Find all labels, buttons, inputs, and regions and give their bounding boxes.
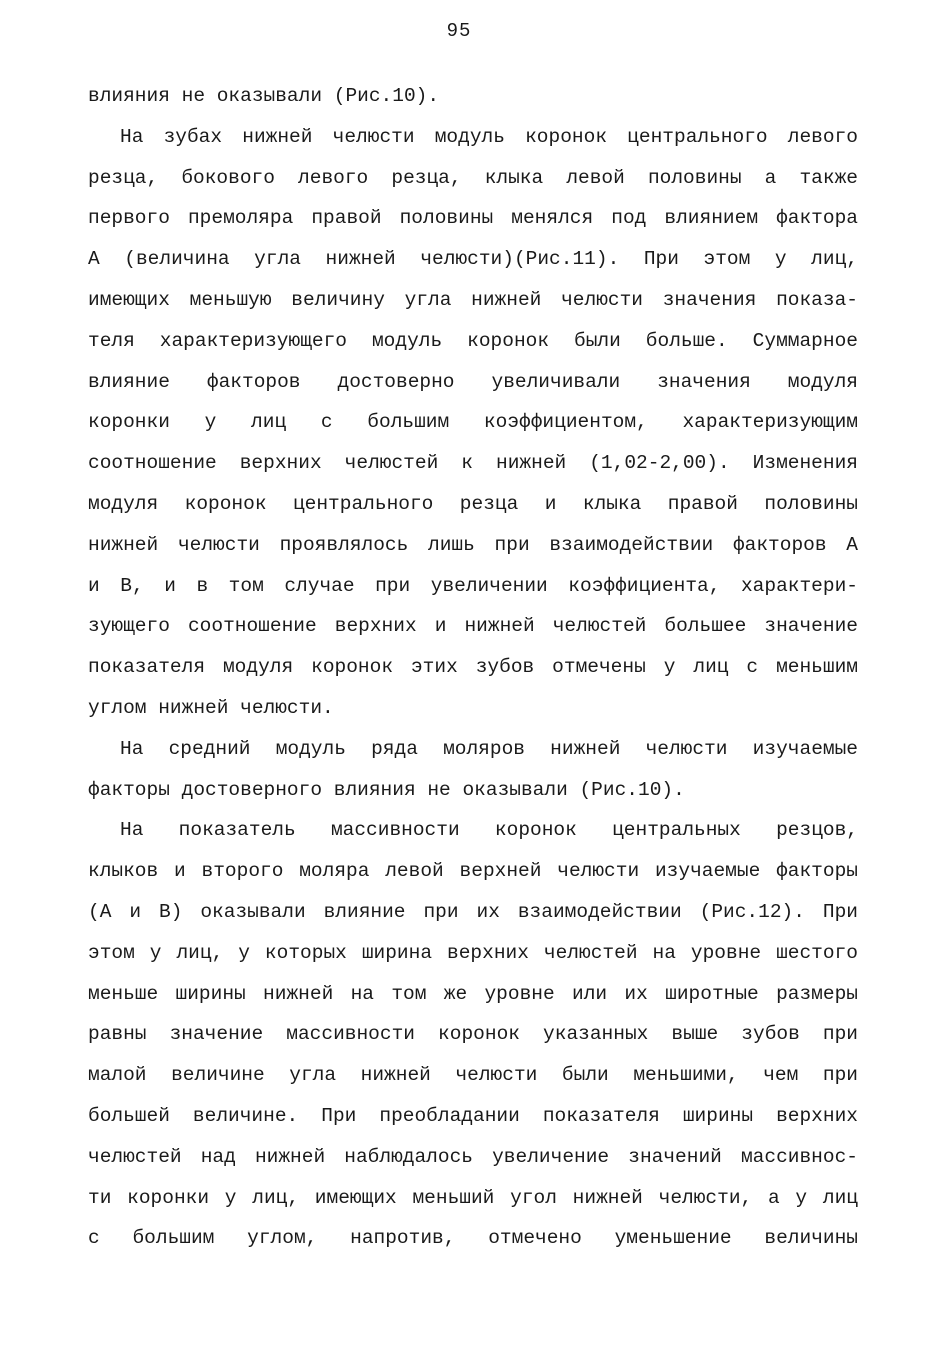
body-text (88, 76, 858, 1259)
text-line: теля характеризующего модуль коронок были больше. Суммарное (88, 329, 858, 352)
text-line: модуля коронок центрального резца и клыка правой половины (88, 492, 858, 515)
text-line: показателя модуля коронок этих зубов отмечены у лиц с меньшим (88, 656, 858, 679)
text-line: и В, и в том случае при увеличении коэффициента, характери- (88, 574, 858, 597)
text-line: клыков и второго моляра левой верхней челюсти изучаемые факторы (88, 860, 858, 883)
text-line: меньше ширины нижней на том же уровне или их широтные размеры (88, 982, 858, 1005)
text-line: с большим углом, напротив, отмечено уменьшение величины (88, 1227, 858, 1250)
text-line: этом у лиц, у которых ширина верхних челюстей на уровне шестого (88, 941, 858, 964)
page-number: 95 (446, 20, 472, 42)
text-line: челюстей над нижней наблюдалось увеличение значений массивнос- (88, 1145, 858, 1168)
text-line: имеющих меньшую величину угла нижней челюсти значения показа- (88, 288, 858, 311)
text-line: факторы достоверного влияния не оказывали (Рис.10). (88, 778, 685, 801)
text-line: равны значение массивности коронок указанных выше зубов при (88, 1023, 858, 1046)
text-line: На зубах нижней челюсти модуль коронок центрального левого (120, 125, 858, 148)
text-line: (А и В) оказывали влияние при их взаимодействии (Рис.12). При (88, 900, 858, 923)
text-line: ти коронки у лиц, имеющих меньший угол нижней челюсти, а у лиц (88, 1186, 858, 1209)
text-line: соотношение верхних челюстей к нижней (1,02-2,00). Изменения (88, 452, 858, 475)
text-line: влияние факторов достоверно увеличивали значения модуля (88, 370, 858, 393)
text-line: На показатель массивности коронок центральных резцов, (120, 819, 858, 842)
text-line: углом нижней челюсти. (88, 696, 334, 719)
text-line: зующего соотношение верхних и нижней челюстей большее значение (88, 615, 858, 638)
text-line: нижней челюсти проявлялось лишь при взаимодействии факторов А (88, 533, 858, 556)
text-line: На средний модуль ряда моляров нижней челюсти изучаемые (120, 737, 858, 760)
text-line: большей величине. При преобладании показателя ширины верхних (88, 1104, 858, 1127)
text-line: коронки у лиц с большим коэффициентом, характеризующим (88, 411, 858, 434)
text-line: резца, бокового левого резца, клыка левой половины а также (88, 166, 858, 189)
text-line: А (величина угла нижней челюсти)(Рис.11). При этом у лиц, (88, 248, 858, 271)
text-line: влияния не оказывали (Рис.10). (88, 85, 440, 107)
text-line: малой величине угла нижней челюсти были меньшими, чем при (88, 1064, 858, 1087)
text-line: первого премоляра правой половины менялся под влиянием фактора (88, 207, 858, 230)
